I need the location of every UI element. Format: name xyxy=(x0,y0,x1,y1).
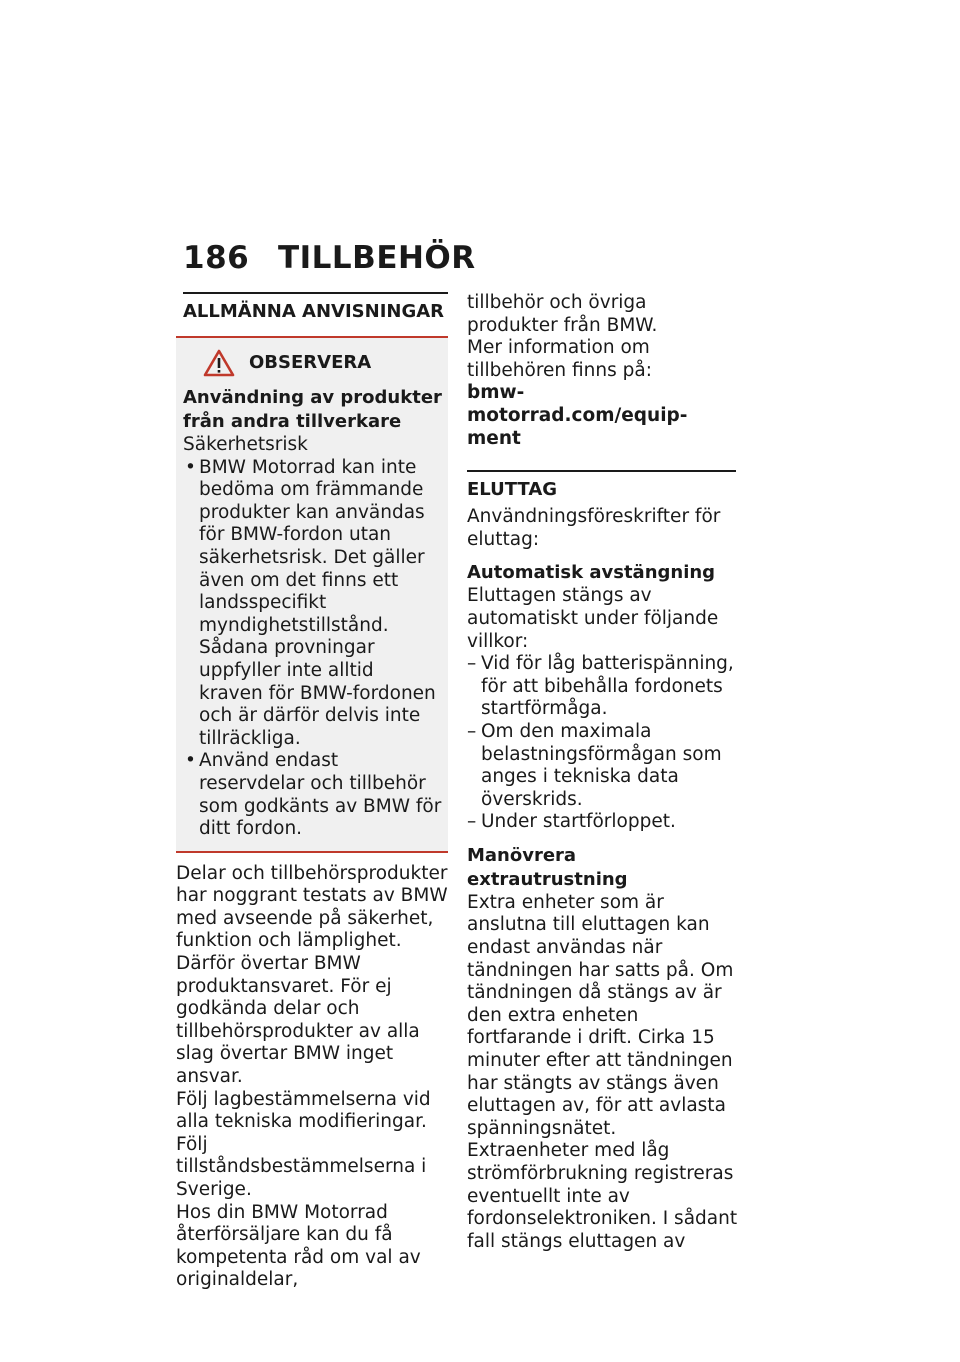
warning-bullet xyxy=(183,750,442,840)
paragraph: Delar och tillbehörsprodukter har noggrant testats av BMW med avseende på säkerhet, funktion och lämplighet. Därför övertar BMW produktansvaret. För ej godkända delar och tillbehörsprodukter av alla slag övertar BMW inget ansvar. xyxy=(176,862,448,1088)
page-header xyxy=(183,240,476,276)
warning-risk: Säkerhetsrisk xyxy=(183,434,308,455)
equipment-url-cont[interactable]: ment xyxy=(467,427,521,449)
equipment-url[interactable]: bmw-motorrad.com/equip- xyxy=(467,382,688,426)
condition-text: Vid för låg batterispänning, för att bibehålla fordonets startförmåga. xyxy=(481,653,734,720)
dash-icon: – xyxy=(467,811,477,833)
dash-icon: – xyxy=(467,653,477,675)
condition-text: Under startförloppet. xyxy=(481,811,676,833)
warning-label: OBSERVERA xyxy=(249,351,372,373)
warning-heading-cont: från andra tillverkare xyxy=(183,411,402,432)
condition-item xyxy=(467,811,739,834)
continuation-text: tillbehör och övriga produkter från BMW. xyxy=(467,292,658,336)
subheading-extra-equipment: Manövrera extrautrustning xyxy=(467,844,628,890)
warning-bullet xyxy=(183,457,442,751)
bullet-icon: • xyxy=(185,456,196,478)
left-column xyxy=(176,292,448,1292)
warning-heading: Användning av produkter xyxy=(183,387,442,408)
page-number: 186 xyxy=(183,240,250,276)
paragraph: Följ lagbestämmelserna vid alla tekniska modifieringar. Följ tillståndsbestämmelserna i Sverige. xyxy=(176,1088,431,1200)
socket-intro: Användningsföreskrifter för eluttag: xyxy=(467,506,721,550)
warning-header xyxy=(203,348,442,378)
section-title-general: ALLMÄNNA ANVISNINGAR xyxy=(183,292,448,324)
warning-box xyxy=(176,336,448,853)
warning-bullet-text: Använd endast reservdelar och tillbehör som godkänts av BMW för ditt fordon. xyxy=(199,750,442,840)
condition-text: Om den maximala belastningsförmågan som anges i tekniska data överskrids. xyxy=(481,720,722,810)
extra-equipment-text: Extra enheter som är anslutna till eluttagen kan endast användas när tändningen har satts på. Om tändningen då stängs av är den extra enheten fortfarande i drift. Cirka 15 minuter efter att tändningen har stängts av stängs även eluttagen av, för att avlasta spänningsnätet. xyxy=(467,891,734,1139)
condition-item xyxy=(467,653,739,721)
paragraph: Hos din BMW Motorrad återförsäljare kan du få kompetenta råd om val av originaldelar, xyxy=(176,1201,421,1291)
condition-item xyxy=(467,721,739,811)
bullet-icon: • xyxy=(185,750,196,772)
subheading-auto-off: Automatisk avstängning xyxy=(467,562,716,584)
right-column xyxy=(467,292,739,1253)
more-info-text: Mer information om tillbehören finns på: xyxy=(467,337,652,381)
warning-triangle-icon xyxy=(203,349,235,377)
extra-equipment-text-2: Extraenheter med låg strömförbrukning registreras eventuellt inte av fordonselektroniken. I sådant fall stängs eluttagen av xyxy=(467,1140,738,1252)
section-title-socket: ELUTTAG xyxy=(467,470,736,502)
warning-bullet-text: BMW Motorrad kan inte bedöma om främmande produkter kan användas för BMW-fordon utan säkerhetsrisk. Det gäller även om det finns ett landsspecifikt myndighetstillstånd. Sådana provningar uppfyller inte alltid kraven för BMW-fordonen och är därför delvis inte tillräckliga. xyxy=(199,456,436,749)
dash-icon: – xyxy=(467,720,477,742)
page-title: TILLBEHÖR xyxy=(278,240,476,276)
auto-off-text: Eluttagen stängs av automatiskt under följande villkor: xyxy=(467,585,719,652)
